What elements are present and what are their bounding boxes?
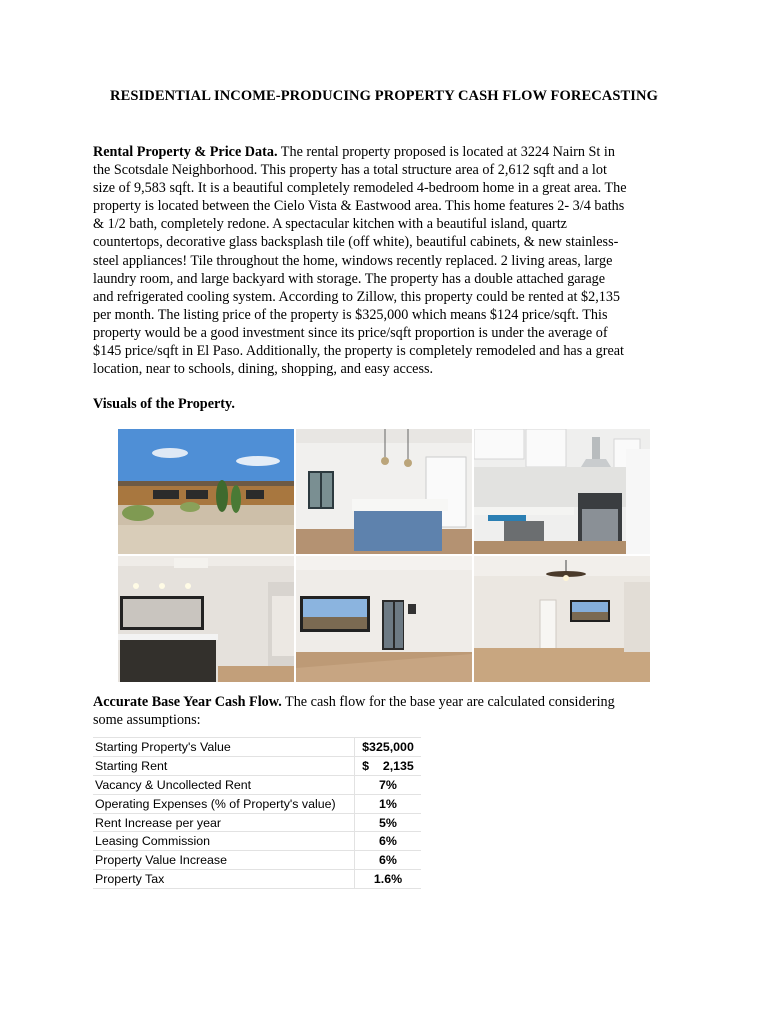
para-line: location, near to schools, dining, shopping, and easy access. [93, 361, 434, 378]
assumption-label: Leasing Commission [93, 832, 355, 851]
base-year-cash-flow-paragraph [93, 693, 677, 729]
property-photo-gallery [118, 429, 650, 682]
table-row [93, 813, 421, 832]
assumption-value: $325,000 [355, 738, 422, 757]
para-line: property would be a good investment since its price/sqft proportion is under the average of [93, 324, 608, 341]
para-line: per month. The listing price of the property is $325,000 which means $124 price/sqft. This [93, 306, 608, 323]
assumption-label: Property Tax [93, 870, 355, 889]
table-row [93, 851, 421, 870]
assumption-value: 6% [355, 851, 422, 870]
para-line: The cash flow for the base year are calculated considering [281, 694, 615, 710]
table-row [93, 832, 421, 851]
base-year-cash-flow-heading: Accurate Base Year Cash Flow. [93, 694, 282, 710]
assumption-label: Operating Expenses (% of Property's value) [93, 794, 355, 813]
assumption-label: Rent Increase per year [93, 813, 355, 832]
para-line: & 1/2 bath, completely redone. A spectacular kitchen with a beautiful island, quartz [93, 216, 567, 233]
assumption-value: 1% [355, 794, 422, 813]
bathroom-photo [118, 556, 294, 682]
assumption-value: 5% [355, 813, 422, 832]
para-line: countertops, decorative glass backsplash tile (off white), beautiful cabinets, & new stainless- [93, 234, 619, 251]
assumption-label: Property Value Increase [93, 851, 355, 870]
para-line: $145 price/sqft in El Paso. Additionally, the property is completely remodeled and has a great [93, 343, 624, 360]
para-line: steel appliances! Tile throughout the home, windows recently replaced. 2 living areas, large [93, 252, 613, 269]
table-row [93, 738, 421, 757]
assumption-value: 1.6% [355, 870, 422, 889]
para-line: the Scotsdale Neighborhood. This property has a total structure area of 2,612 sqft and a lot [93, 162, 607, 179]
kitchen-range-photo [474, 429, 650, 554]
para-line: size of 9,583 sqft. It is a beautiful completely remodeled 4-bedroom home in a great area. The [93, 180, 627, 197]
assumption-value: 6% [355, 832, 422, 851]
para-line: property is located between the Cielo Vista & Eastwood area. This home features 2- 3/4 baths [93, 198, 625, 215]
assumption-label: Starting Rent [93, 756, 355, 775]
table-row [93, 870, 421, 889]
para-line: The rental property proposed is located at 3224 Nairn St in [277, 144, 615, 160]
exterior-photo [118, 429, 294, 554]
assumption-value: 7% [355, 775, 422, 794]
living-room-photo [296, 556, 472, 682]
rental-property-paragraph [93, 143, 677, 378]
assumption-label: Vacancy & Uncollected Rent [93, 775, 355, 794]
table-row [93, 775, 421, 794]
assumptions-table [93, 737, 421, 889]
para-line: and refrigerated cooling system. According to Zillow, this property could be rented at $2,135 [93, 288, 621, 305]
table-row [93, 756, 421, 775]
visuals-heading: Visuals of the Property. [93, 396, 235, 412]
kitchen-island-photo [296, 429, 472, 554]
assumption-value: $ 2,135 [355, 756, 422, 775]
bedroom-photo [474, 556, 650, 682]
table-row [93, 794, 421, 813]
para-line: some assumptions: [93, 712, 201, 729]
rental-property-heading: Rental Property & Price Data. [93, 144, 278, 160]
assumption-label: Starting Property's Value [93, 738, 355, 757]
document-title: RESIDENTIAL INCOME-PRODUCING PROPERTY CASH FLOW FORECASTING [110, 88, 658, 104]
para-line: laundry room, and large backyard with storage. The property has a double attached garage [93, 270, 606, 287]
